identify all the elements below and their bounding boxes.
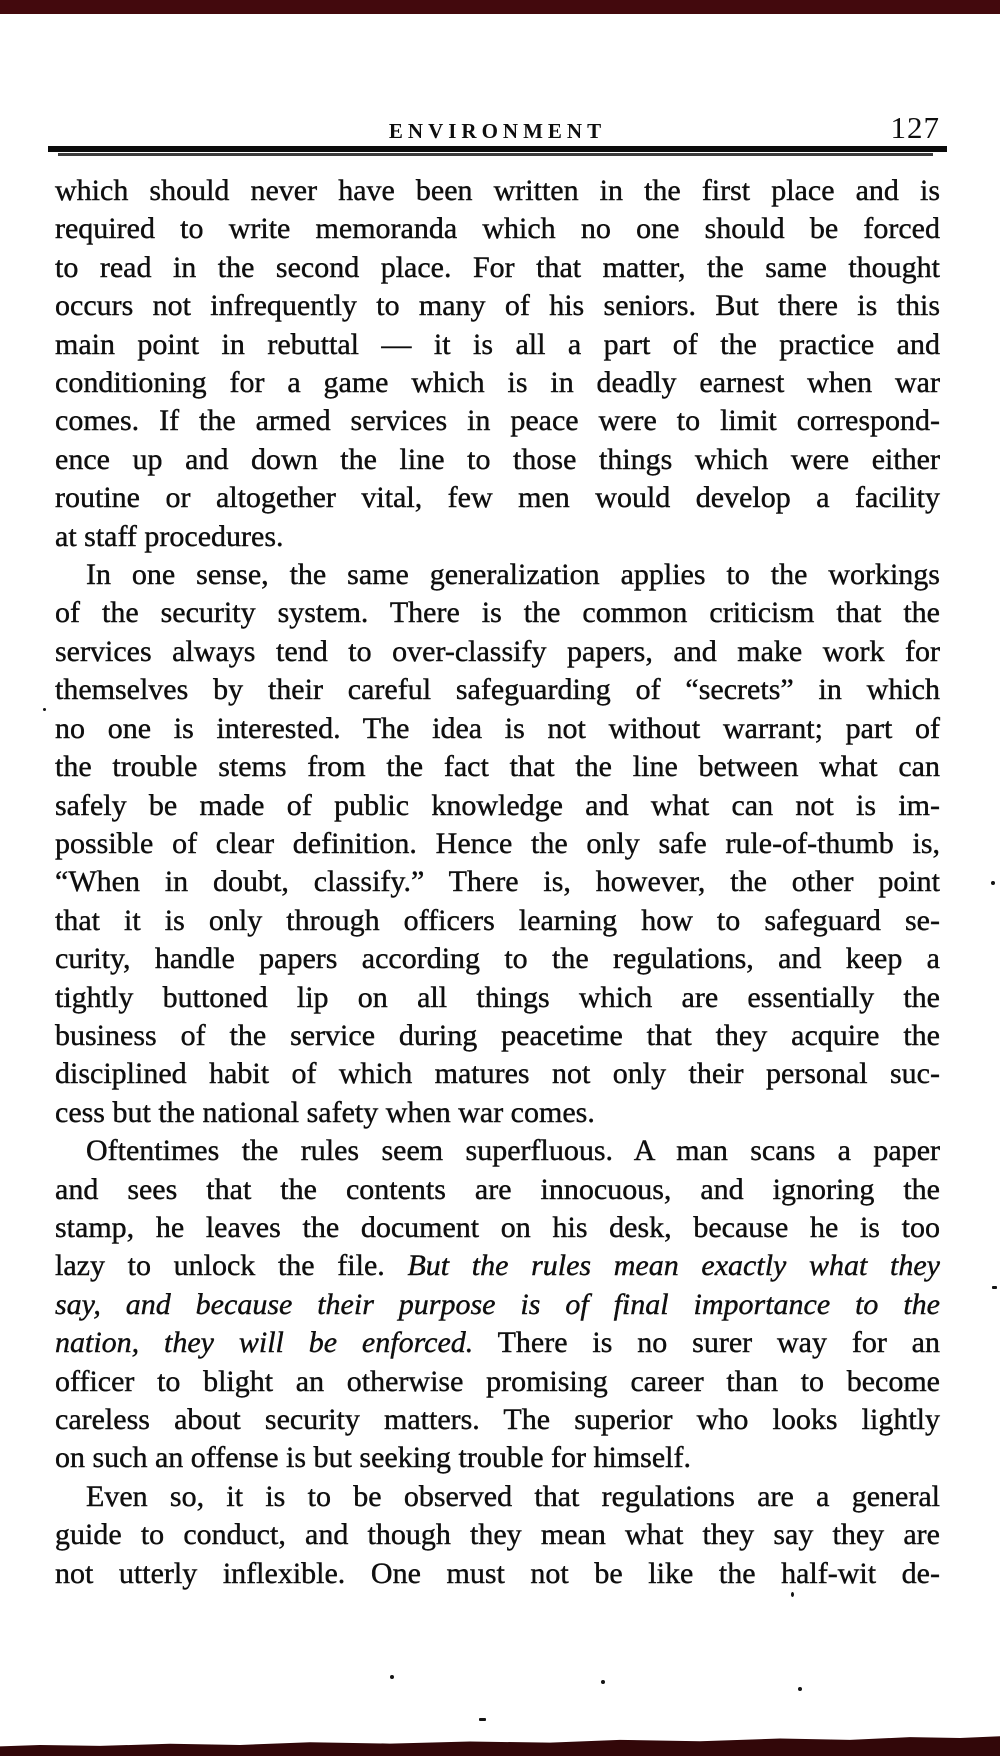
running-header-title: ENVIRONMENT <box>388 119 607 143</box>
text-line: guide to conduct, and though they mean what they say they are <box>55 1518 940 1552</box>
text-line: required to write memoranda which no one should be forced <box>55 212 940 246</box>
page-number: 127 <box>890 110 940 145</box>
scan-speck <box>991 881 995 885</box>
text-line: careless about security matters. The superior who looks lightly <box>55 1403 940 1436</box>
text-line: curity, handle papers according to the regulations, and keep a <box>55 942 940 976</box>
text-line: cess but the national safety when war comes. <box>55 1095 595 1129</box>
text-line: that it is only through officers learning how to safeguard se- <box>55 903 940 937</box>
text-line: possible of clear definition. Hence the only safe rule-of-thumb is, <box>55 826 940 860</box>
text-line: In one sense, the same generalization applies to the workings <box>86 558 940 592</box>
header-rule <box>48 146 947 152</box>
scan-speck <box>992 1286 997 1289</box>
text-line: no one is interested. The idea is not without warrant; part of <box>55 711 940 745</box>
text-line: Even so, it is to be observed that regulations are a general <box>86 1479 940 1513</box>
scan-speck <box>43 708 46 711</box>
text-line: of the security system. There is the common criticism that the <box>55 596 940 630</box>
scan-speck <box>601 1680 605 1684</box>
text-line: themselves by their careful safeguarding of “secrets” in which <box>55 673 940 707</box>
text-line: disciplined habit of which matures not only their personal suc- <box>55 1057 940 1091</box>
scan-speck <box>390 1675 394 1679</box>
scan-speck <box>479 1718 486 1721</box>
scan-speck <box>791 1592 794 1597</box>
text-line: main point in rebuttal — it is all a part of the practice and <box>55 327 940 361</box>
text-line: Oftentimes the rules seem superfluous. A man scans a paper <box>86 1134 940 1168</box>
scan-edge-bottom <box>0 1733 1000 1756</box>
text-line: “When in doubt, classify.” There is, however, the other point <box>55 865 940 899</box>
text-line: officer to blight an otherwise promising career than to become <box>55 1364 940 1398</box>
text-line: conditioning for a game which is in deadly earnest when war <box>55 366 940 400</box>
text-line: at staff procedures. <box>55 519 284 553</box>
text-line: routine or altogether vital, few men would develop a facility <box>55 481 940 515</box>
body-text <box>55 172 940 1593</box>
header-rule-shadow <box>58 153 933 156</box>
text-line: stamp, he leaves the document on his desk, because he is too <box>55 1210 940 1244</box>
text-line: and sees that the contents are innocuous, and ignoring the <box>55 1172 940 1206</box>
text-line: occurs not infrequently to many of his seniors. But there is this <box>55 289 940 323</box>
text-line: services always tend to over-classify papers, and make work for <box>55 634 940 668</box>
text-line: which should never have been written in the first place and is <box>55 174 940 207</box>
text-line: not utterly inflexible. One must not be like the half-wit de- <box>55 1556 940 1590</box>
text-line: to read in the second place. For that matter, the same thought <box>55 250 940 284</box>
text-line: tightly buttoned lip on all things which are essentially the <box>55 980 940 1014</box>
text-line: lazy to unlock the file. But the rules mean exactly what they <box>55 1249 940 1283</box>
scan-edge-top <box>0 0 1000 14</box>
text-line: comes. If the armed services in peace were to limit correspond- <box>55 404 940 438</box>
text-line: business of the service during peacetime that they acquire the <box>55 1018 940 1052</box>
text-line: on such an offense is but seeking trouble for himself. <box>55 1441 691 1475</box>
text-line: nation, they will be enforced. There is no surer way for an <box>55 1326 940 1360</box>
text-line: ence up and down the line to those things which were either <box>55 442 940 476</box>
text-line: say, and because their purpose is of final importance to the <box>55 1287 940 1321</box>
text-line: safely be made of public knowledge and what can not is im- <box>55 788 940 822</box>
text-line: the trouble stems from the fact that the line between what can <box>55 750 940 784</box>
scan-speck <box>798 1687 802 1691</box>
